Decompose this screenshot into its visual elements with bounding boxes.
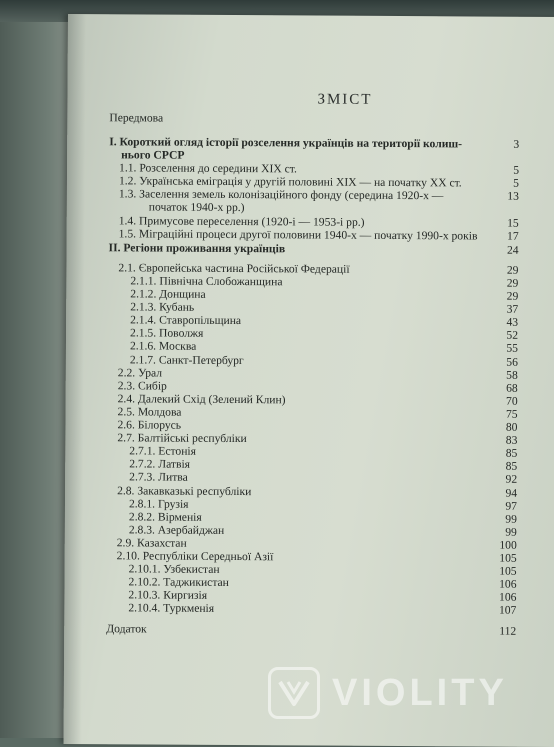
toc-entry-title: 2.8.2. Вірменія — [128, 510, 202, 524]
toc-entry — [65, 483, 554, 500]
toc-entry-title: I. Короткий огляд історії розселення українців на території колиш- — [109, 135, 463, 151]
toc-entry-title: 2.10.4. Туркменія — [128, 601, 215, 616]
toc-entry — [66, 300, 554, 316]
toc-entry-title: 2.10.3. Киргизія — [128, 588, 208, 603]
toc-entry — [65, 562, 554, 578]
toc-entry-title: 2.1.3. Кубань — [130, 300, 195, 314]
toc-entry-page: 97 — [505, 499, 518, 513]
toc-entry-page: 105 — [499, 551, 517, 565]
toc-entry-title: Додаток — [106, 621, 147, 635]
toc-entry — [66, 352, 554, 369]
toc-entry — [66, 405, 554, 421]
toc-entry — [66, 392, 554, 408]
toc-entry-title: 2.4. Далекий Схід (Зелений Клин) — [117, 392, 286, 407]
toc-entry-title: 2.1.5. Поволжя — [130, 326, 204, 341]
toc-entry-title: 2.1. Європейська частина Російської Федерації — [118, 261, 350, 276]
toc-entry — [66, 378, 554, 395]
toc-entry-page: 85 — [505, 459, 518, 474]
toc-entry-title: 1.5. Міграційні процеси другої половини 1940-х — початку 1990-х років — [118, 226, 478, 243]
toc-entry-page: 29 — [506, 263, 519, 277]
toc-entry — [67, 213, 554, 230]
toc-entry — [66, 365, 554, 382]
toc-entry-page: 94 — [505, 486, 518, 500]
toc-entry-title: 2.9. Казахстан — [116, 536, 187, 550]
toc-entry-title: 1.2. Українська еміграція у другій половині XIX — на початку XX ст. — [118, 174, 462, 190]
toc-entry-title: 2.1.1. Північна Слобожанщина — [130, 274, 283, 289]
toc-entry-page: 106 — [499, 577, 517, 591]
toc-entry-title: 2.1.7. Санкт-Петербург — [129, 352, 244, 367]
toc-entry-title: 2.7.2. Латвія — [129, 457, 191, 472]
toc-entry-page: 17 — [507, 229, 519, 243]
toc-entry-page: 5 — [513, 177, 520, 191]
toc-entry-page: 43 — [506, 315, 519, 329]
page-title: ЗМІСТ — [317, 91, 373, 108]
violity-logo-icon — [268, 667, 320, 719]
toc-entry — [66, 261, 554, 277]
toc-entry-page: 37 — [506, 302, 519, 316]
table-of-contents — [64, 14, 554, 747]
toc-entry-page: 68 — [506, 381, 518, 395]
toc-entry-title-continued: початок 1940-х рр.) — [148, 200, 245, 215]
toc-entry-page: 75 — [505, 407, 518, 421]
toc-entry — [64, 588, 554, 605]
toc-entry-title: 1.1. Розселення до середини XIX ст. — [119, 161, 297, 176]
toc-entry-title: 2.10.2. Таджикистан — [128, 575, 229, 590]
toc-entry-page: 80 — [505, 420, 518, 434]
book-page — [64, 14, 554, 747]
toc-entry — [65, 470, 554, 487]
toc-entry-page: 105 — [499, 564, 517, 578]
toc-entry-page: 5 — [513, 163, 520, 177]
toc-entry-title: 1.4. Примусове переселення (1920-і — 1953-і рр.) — [118, 213, 365, 229]
toc-entry — [64, 601, 554, 618]
toc-entry — [65, 523, 554, 539]
toc-entry-page: 13 — [507, 190, 519, 204]
toc-entry-page: 56 — [506, 355, 518, 369]
watermark-text: VIOLITY — [332, 671, 508, 714]
toc-entry-page: 70 — [506, 394, 518, 408]
toc-entry — [66, 313, 554, 329]
toc-entry — [67, 240, 554, 257]
toc-entry-title: 2.3. Сибір — [117, 378, 167, 393]
toc-entry — [65, 536, 554, 552]
toc-entry — [66, 326, 554, 343]
toc-entry-title: 2.2. Урал — [117, 365, 163, 380]
toc-entry-page: 3 — [513, 137, 520, 151]
toc-entry-title: 2.1.4. Ставропільщина — [130, 313, 242, 328]
toc-entry-page: 83 — [505, 433, 518, 447]
toc-entry-title: 2.1.6. Москва — [129, 339, 197, 354]
toc-entry-page: 99 — [505, 512, 517, 526]
toc-entry-title: 2.8. Закавказькі республіки — [117, 483, 252, 498]
toc-entry-page: 85 — [505, 446, 518, 460]
toc-entry-title-continued: нього СРСР — [121, 148, 185, 162]
toc-entry-page: 99 — [505, 525, 517, 539]
toc-entry — [66, 418, 554, 434]
toc-entry — [67, 161, 554, 177]
toc-entry — [67, 111, 554, 125]
toc-entry — [67, 174, 554, 191]
toc-entry — [67, 135, 554, 162]
toc-entry-title: 2.7.3. Литва — [129, 470, 188, 485]
toc-entry-page: 29 — [506, 289, 519, 303]
toc-entry-title: Передмова — [109, 111, 164, 125]
toc-entry-page: 24 — [506, 243, 519, 257]
toc-entry-title: 2.7.1. Естонія — [129, 444, 197, 458]
toc-entry — [65, 575, 554, 591]
toc-entry-page: 106 — [499, 590, 517, 605]
toc-entry — [65, 444, 554, 460]
toc-entry-page: 92 — [505, 473, 518, 487]
toc-entry-title: 2.10.1. Узбекистан — [128, 562, 220, 577]
toc-entry — [65, 496, 554, 513]
toc-entry-title: 2.10. Республіки Середньої Азії — [116, 549, 274, 564]
toc-entry-title: 2.8.3. Азербайджан — [128, 523, 225, 537]
toc-entry-title: 2.5. Молдова — [117, 405, 182, 419]
toc-entry-page: 52 — [506, 328, 519, 343]
toc-entry-page: 107 — [498, 604, 517, 618]
toc-entry — [65, 431, 554, 447]
toc-entry-page: 58 — [506, 368, 518, 382]
toc-entry-title: 1.3. Заселення земель колонізаційного фонду (середина 1920-х — — [118, 187, 444, 203]
toc-entry-page: 112 — [499, 624, 517, 638]
toc-entry-page: 55 — [506, 342, 519, 356]
watermark — [268, 664, 538, 722]
toc-entry-page: 29 — [506, 276, 519, 290]
toc-entry-page: 15 — [507, 216, 519, 230]
toc-entry — [64, 621, 554, 638]
toc-entry-title: 2.8.1. Грузія — [128, 496, 189, 511]
toc-entry-page: 100 — [499, 538, 517, 552]
toc-entry-title: 2.7. Балтійські республіки — [117, 431, 247, 446]
toc-entry — [65, 549, 554, 565]
toc-entry-title: II. Регіони проживання українців — [108, 240, 286, 256]
toc-entry — [65, 510, 554, 526]
toc-entry — [66, 339, 554, 356]
toc-entry — [65, 457, 554, 474]
toc-entry — [66, 287, 554, 303]
toc-entry-title: 2.1.2. Донщина — [130, 287, 206, 301]
toc-entry-title: 2.6. Білорусь — [117, 418, 182, 432]
